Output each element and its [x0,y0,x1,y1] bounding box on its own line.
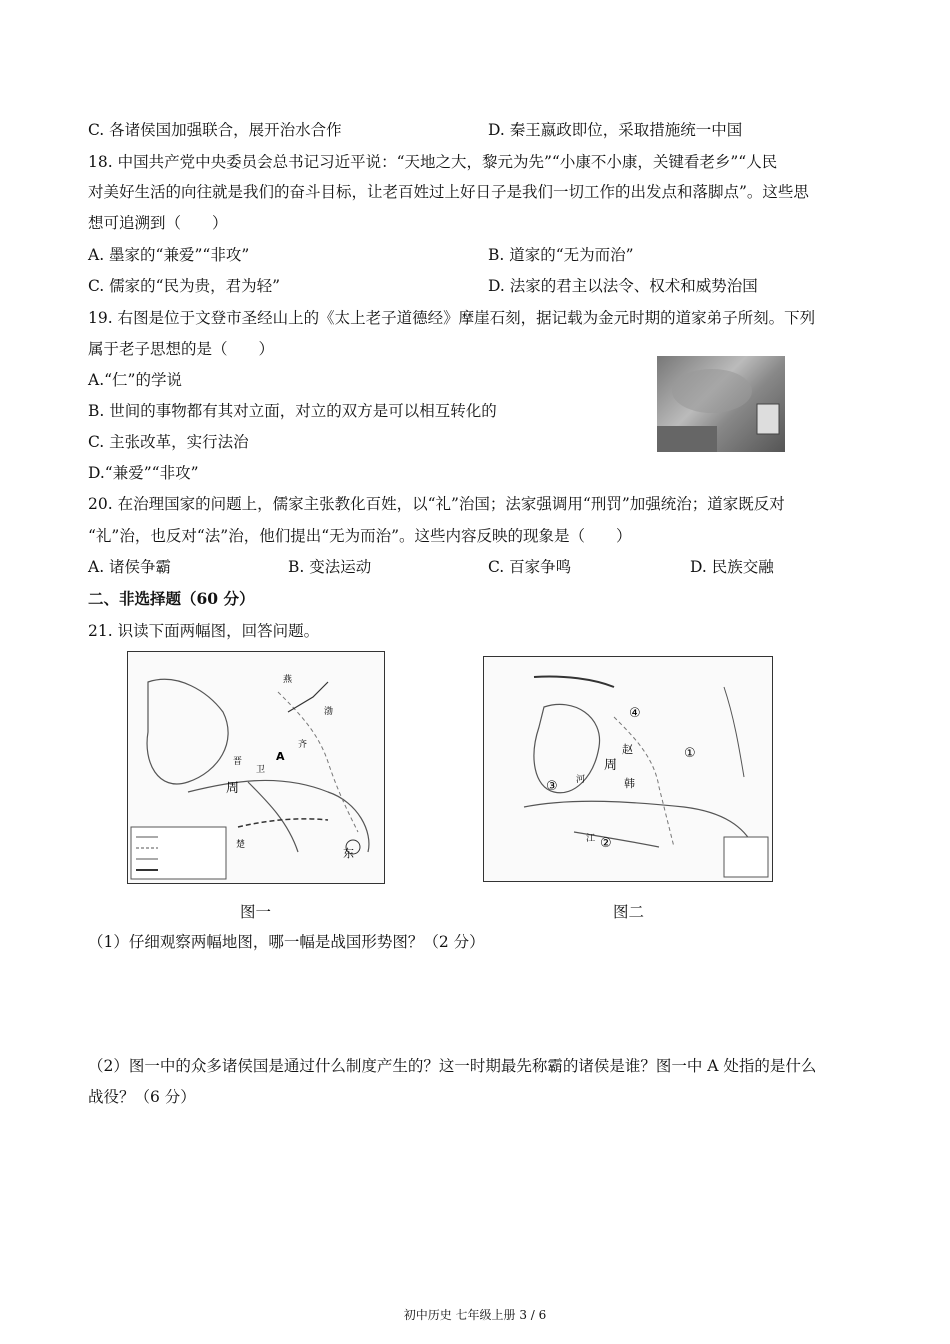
map2-label-3: ③ [546,779,558,794]
q18-stem-line1: 18. 中国共产党中央委员会总书记习近平说：“天地之大，黎元为先”“小康不小康，关键看老乡”“人民 [88,153,778,171]
map1-label-chu: 楚 [236,840,246,850]
map2-label-1: ① [684,746,696,761]
map2-label-jiang: 江 [586,834,596,844]
q20-option-a: A. 诸侯争霸 [88,558,172,576]
map1-label-jin: 晋 [233,757,243,767]
map1-label-wei: 卫 [256,765,266,775]
section-heading: 二、非选择题（60 分） [88,589,255,608]
q20-option-c: C. 百家争鸣 [488,558,572,576]
map2-label-he: 河 [576,775,586,785]
q19-option-a: A.“仁”的学说 [88,371,182,389]
q20-option-d: D. 民族交融 [690,558,774,576]
q19-option-c: C. 主张改革，实行法治 [88,433,249,451]
q20-stem-line2: “礼”治，也反对“法”治，他们提出“无为而治”。这些内容反映的现象是（ ） [88,527,632,545]
figure-2-caption: 图二 [613,903,645,921]
map2-label-zhou: 周 [604,758,618,773]
page-footer: 初中历史 七年级上册 3 / 6 [403,1308,547,1322]
stone-carving-photo [657,356,785,452]
q18-stem-line3: 想可追溯到（ ） [88,214,228,232]
map-figure-2 [483,656,773,882]
q18-option-b: B. 道家的“无为而治” [488,246,634,264]
map1-label-sea: 渤 [324,707,334,717]
map-figure-1 [127,651,385,884]
q17-option-d: D. 秦王嬴政即位，采取措施统一中国 [488,121,743,139]
map1-label-dong: 东 [343,847,354,860]
q19-option-d: D.“兼爱”“非攻” [88,464,199,482]
map2-label-2: ② [600,836,612,851]
q20-option-b: B. 变法运动 [288,558,372,576]
map2-label-han: 韩 [624,777,635,790]
q18-option-d: D. 法家的君主以法令、权术和威势治国 [488,277,758,295]
map1-label-qi: 齐 [298,740,308,750]
map-2-drawing [484,657,772,881]
map1-label-a: A [276,750,285,763]
map1-label-yan: 燕 [283,675,293,685]
map2-label-zhao: 赵 [622,743,633,756]
q21-sub1: （1）仔细观察两幅地图，哪一幅是战国形势图？（2 分） [88,933,485,951]
q17-option-c: C. 各诸侯国加强联合，展开治水合作 [88,121,342,139]
figure-1-caption: 图一 [240,903,272,921]
q18-option-a: A. 墨家的“兼爱”“非攻” [88,246,250,264]
q20-stem-line1: 20. 在治理国家的问题上，儒家主张教化百姓，以“礼”治国；法家强调用“刑罚”加强统治；道家既反对 [88,495,785,513]
map-1-drawing [128,652,384,883]
q18-stem-line2: 对美好生活的向往就是我们的奋斗目标，让老百姓过上好日子是我们一切工作的出发点和落脚点”。这些思 [88,183,809,201]
q19-stem-line2: 属于老子思想的是（ ） [88,340,275,358]
q19-stem-line1: 19. 右图是位于文登市圣经山上的《太上老子道德经》摩崖石刻，据记载为金元时期的道家弟子所刻。下列 [88,309,816,327]
q21-sub2-line1: （2）图一中的众多诸侯国是通过什么制度产生的？这一时期最先称霸的诸侯是谁？图一中 A 处指的是什么 [88,1057,817,1075]
stone-carving-image [657,356,785,452]
q18-option-c: C. 儒家的“民为贵，君为轻” [88,277,281,295]
map2-label-4: ④ [629,706,641,721]
q21-stem: 21. 识读下面两幅图，回答问题。 [88,622,320,640]
q21-sub2-line2: 战役？（6 分） [88,1088,196,1106]
map1-label-zhou: 周 [226,781,240,796]
q19-option-b: B. 世间的事物都有其对立面，对立的双方是可以相互转化的 [88,402,497,420]
